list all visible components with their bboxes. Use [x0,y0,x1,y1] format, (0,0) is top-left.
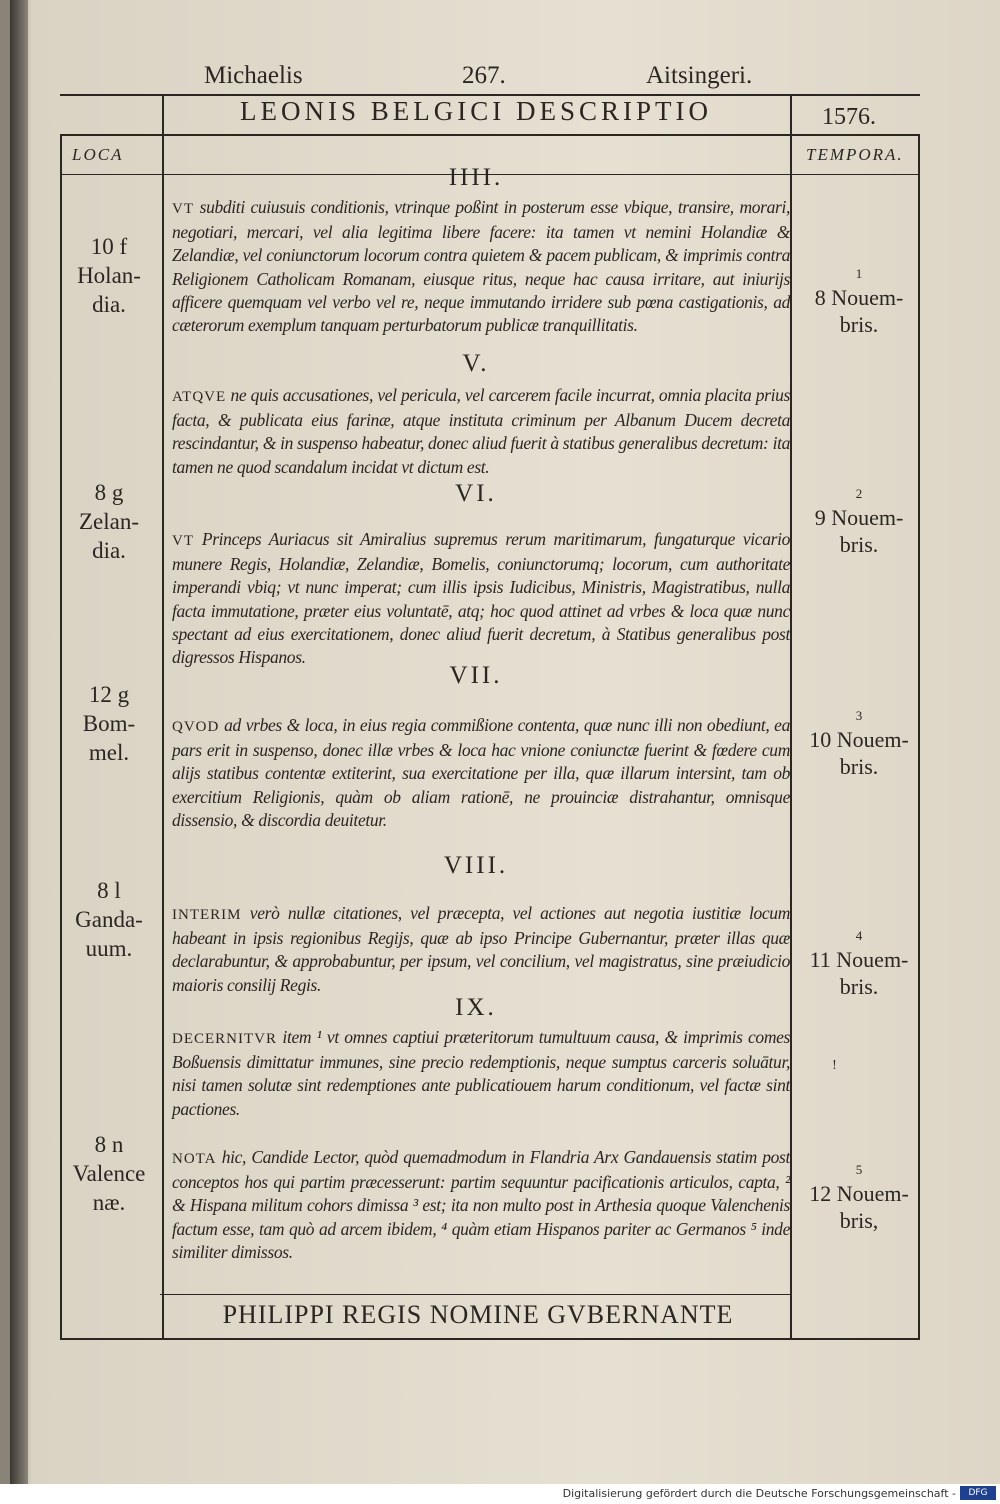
dfg-logo: DFG [960,1486,996,1500]
paragraph-text: ne quis accusationes, vel pericula, vel carcerem facile incurrat, omnia placita prius facta, & publicata eius farinæ, atque instituta criminum per Albanum Ducem decreta rescindantur, & in suspenso habeatur, donec aliud fuerit à statibus generalibus decretum: ita tamen ne quod scandalum incidat vt dictum est. [172,385,790,477]
article-paragraph [172,384,790,479]
margin-date [794,926,924,1000]
paragraph-text: verò nullæ citationes, vel præcepta, vel actiones aut negotia iustitiæ locum habeant in ipsis regionibus Regijs, quæ ab ipso Principe Gubernantur, præter illas quæ declarabuntur, & approbabuntur, per ipsum, vel concilium, vel magistratus, sine præiudicio maioris consilij Regis. [172,903,790,995]
running-head-name: Aitsingeri. [646,62,753,89]
paragraph-text: Princeps Auriacus sit Amiralius supremus rerum maritimarum, fungaturque vicario munere Regis, Holandiæ, Zelandiæ, Bomelis, coniunctorumq; locorum, cum authoritate imperandi vbiq; vt nunc imperat; cum illis ipsis Iudicibus, Ministris, Magistratibus, nulla facta immutatione, præter eius voluntatē, atq; hoc quod attinet ad vrbes & loca quæ nunc spectant ad eius exercitationem, donec aliud fuerit decretum, à Statibus generalibus post digressos Hispanos. [172,529,790,668]
paragraph-text: ad vrbes & loca, in eius regia commißione contenta, quæ nunc illi non obediunt, ea pars erit in suspenso, donec illæ vrbes & loca hac vnione coniunctæ fuerint & fœdere cum alijs statibus contentæ extiterint, sua exercitatione per illa, quæ illarum intersint, tam ob exercitium Religionis, quàm ob aliam rationē, ne prouinciæ distrahantur, omnisque dissensio, & discordia deuitetur. [172,715,790,830]
paragraph-initial: DECERNITVR [172,1031,277,1047]
place-line: Ganda- [75,907,143,932]
margin-place [62,1130,156,1217]
note-number: 5 [855,1162,863,1177]
place-line: næ. [92,1190,126,1215]
article-paragraph [172,196,790,337]
loca-label: LOCA [72,145,124,164]
place-line: 8 n [94,1132,124,1157]
right-column-rule [790,94,792,1340]
page-number: 267. [462,62,506,89]
paragraph-initial: VT [172,201,194,217]
place-line: Zelan- [78,509,139,534]
article-numeral: VI. [455,480,497,507]
loose-mark: ! [832,1058,837,1072]
article-paragraph [172,902,790,997]
left-column-rule [162,94,164,1340]
date-line: 9 Nouem- [814,505,904,530]
margin-date [794,1160,924,1234]
place-line: dia. [92,292,126,317]
gutter-shadow [10,0,28,1484]
article-paragraph [172,528,790,669]
date-line: bris, [839,1208,879,1233]
note-number: 3 [855,708,863,723]
date-line: bris. [839,312,879,337]
article-numeral: IIII. [448,164,504,191]
margin-place [62,876,156,963]
tempora-label: TEMPORA. [806,145,904,164]
article-numeral: VII. [449,662,503,689]
paragraph-text: item ¹ vt omnes captiui præteritorum tumultuum causa, & imprimis comes Boßuensis dimittatur immunes, sine precio redemptionis, neque sumptus carceris soluātur, nisi tamen solutæ sint redemptiones ante publicatiouem harum conditionum, vel factæ sint pactiones. [172,1027,790,1119]
bottom-rule [60,1338,920,1340]
nota-paragraph [172,1146,790,1264]
place-line: 8 g [94,480,124,505]
bottom-title: PHILIPPI REGIS NOMINE GVBERNANTE [222,1300,734,1329]
note-number: 4 [855,928,863,943]
article-paragraph [172,714,790,832]
running-head [0,62,1000,96]
year: 1576. [822,104,876,130]
footer-bar [0,1484,1000,1504]
margin-date [794,484,924,558]
date-line: bris. [839,974,879,999]
paragraph-text: subditi cuiusuis conditionis, vtrinque poßint in posterum esse vbique, transire, morari, negotiari, mercari, vel alia legitima libere facere: ita tamen vt nemini Holandiæ & Zelandiæ, vel coniunctorum locorum contra quietem & pacem publicam, & imprimis contra Religionem Catholicam Romanam, eiusque ritus, neque hac causa irritare, aut iniurijs afficere quemquam vel verbo vel re, neque immutando irridere sub pœna castigationis, ad cæterorum exemplum tanquam perturbatorum publicæ tranquillitatis. [172,197,790,336]
place-line: uum. [85,936,133,961]
place-line: 8 l [97,878,121,903]
note-number: 1 [855,266,863,281]
margin-place [62,680,156,767]
date-line: 10 Nouem- [809,727,909,752]
paragraph-initial: NOTA [172,1151,217,1167]
paragraph-text: hic, Candide Lector, quòd quemadmodum in Flandria Arx Gandauensis statim post conceptos hos qui partim præcesserunt: partim sequuntur pacificationis articulos, capta, ² & Hispana militum cohors dimissa ³ est; ita non multo post in Arthesia quoque Valenchenis factum esse, tam quò ad arcem ibidem, ⁴ quàm etiam Hispanos pariter ac Germanos ⁵ inde similiter dimissos. [172,1147,790,1262]
running-head-author: Michaelis [204,62,303,89]
margin-place [62,232,156,319]
margin-place [62,478,156,565]
article-numeral: V. [462,350,490,377]
date-line: 11 Nouem- [809,947,909,972]
place-line: 12 g [88,682,130,707]
paragraph-initial: INTERIM [172,907,242,923]
place-line: mel. [88,740,130,765]
place-line: Bom- [82,711,136,736]
bottom-title-top-rule [160,1294,792,1295]
paragraph-initial: ATQVE [172,389,227,405]
place-line: 10 f [90,234,128,259]
date-line: 12 Nouem- [809,1181,909,1206]
place-line: Holan- [77,263,141,288]
footer-credit: Digitalisierung gefördert durch die Deutsche Forschungsgemeinschaft - [562,1487,956,1500]
date-line: bris. [839,532,879,557]
margin-date [794,706,924,780]
page-title: LEONIS BELGICI DESCRIPTIO [240,96,712,126]
paragraph-initial: QVOD [172,719,220,735]
date-line: bris. [839,754,879,779]
date-line: 8 Nouem- [814,285,904,310]
article-numeral: IX. [455,994,497,1021]
place-line: dia. [92,538,126,563]
place-line: Valence [72,1161,146,1186]
article-paragraph [172,1026,790,1121]
paragraph-initial: VT [172,533,194,549]
article-numeral: VIII. [443,852,509,879]
note-number: 2 [855,486,863,501]
margin-date [794,264,924,338]
